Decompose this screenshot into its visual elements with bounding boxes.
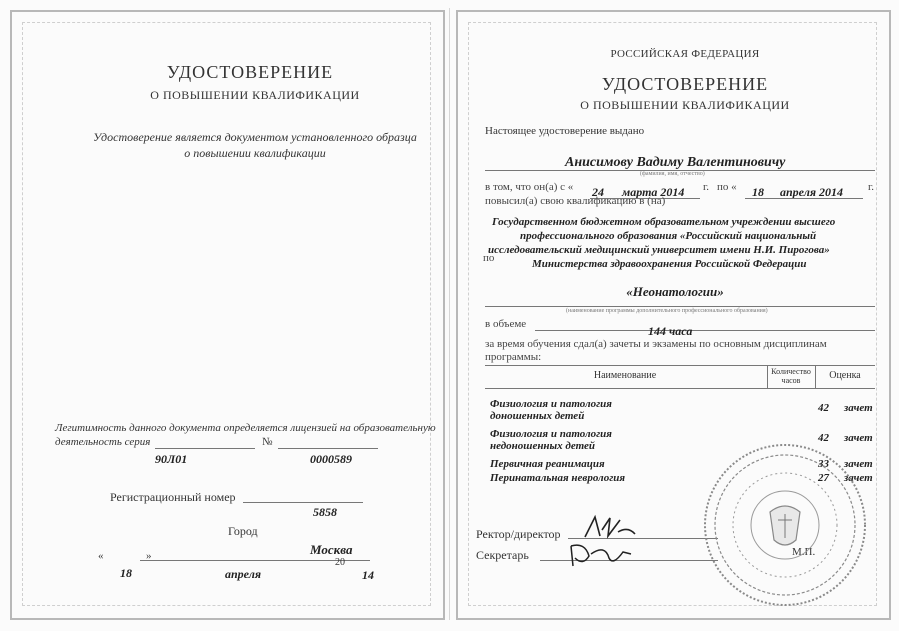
- table-header-name: Наименование: [593, 370, 657, 381]
- po-label: по: [483, 252, 495, 264]
- reg-number: 5858: [313, 505, 337, 519]
- program-line: [485, 306, 875, 307]
- improved-label: повысил(а) свою квалификацию в (на): [485, 195, 666, 207]
- row-hours: 27: [818, 472, 829, 484]
- license-line2: деятельность серия: [55, 436, 151, 448]
- row-name-line2: недоношенных детей: [490, 440, 596, 452]
- left-note-line2: о повышении квалификации: [184, 146, 326, 160]
- row-grade: зачет: [844, 472, 873, 484]
- row-grade: зачет: [844, 432, 873, 444]
- license-series: 90Л01: [155, 452, 188, 466]
- left-subtitle: О ПОВЫШЕНИИ КВАЛИФИКАЦИИ: [150, 88, 360, 102]
- page-fold: [449, 8, 450, 620]
- date-year-prefix: 20: [335, 557, 345, 568]
- table-divider: [767, 366, 768, 388]
- row-name-line1: Первичная реанимация: [490, 458, 605, 470]
- license-number-line: [278, 448, 378, 449]
- left-page-inner-border: [22, 22, 431, 606]
- date-quote-open: «: [98, 550, 104, 562]
- period-g1: г.: [703, 181, 710, 193]
- row-hours: 33: [818, 458, 829, 470]
- left-title: УДОСТОВЕРЕНИЕ: [166, 62, 334, 82]
- row-name-line1: Физиология и патология: [490, 428, 612, 440]
- date-month: апреля: [225, 567, 262, 581]
- city-label: Город: [228, 524, 258, 538]
- table-row: [490, 398, 875, 422]
- volume-line: [535, 330, 875, 331]
- table-header: [485, 365, 875, 389]
- date-year-suffix: 14: [362, 568, 374, 582]
- license-series-line: [155, 448, 255, 449]
- table-header-hours: Количество часов: [771, 367, 811, 385]
- issued-label: Настоящее удостоверение выдано: [485, 125, 645, 137]
- right-subtitle: О ПОВЫШЕНИИ КВАЛИФИКАЦИИ: [580, 98, 790, 112]
- volume-value: 144 часа: [648, 324, 693, 338]
- reg-number-label: Регистрационный номер: [110, 490, 236, 504]
- row-name-line2: доношенных детей: [490, 410, 585, 422]
- volume-label: в объеме: [485, 318, 527, 330]
- reg-number-line: [243, 502, 363, 503]
- period-g2: г.: [868, 181, 875, 193]
- institution-line3: исследовательский медицинский университет имени Н.И. Пирогова»: [488, 244, 830, 256]
- row-hours: 42: [818, 432, 829, 444]
- institution-line4: Министерства здравоохранения Российской Федерации: [532, 258, 807, 270]
- right-title: УДОСТОВЕРЕНИЕ: [601, 74, 769, 94]
- left-note-line1: Удостоверение является документом установленного образца: [93, 130, 417, 144]
- institution-line2: профессионального образования «Российский национальный: [520, 230, 817, 242]
- period-end-day: 18: [752, 185, 764, 199]
- row-hours: 42: [818, 402, 829, 414]
- period-start-day: 24: [592, 185, 604, 199]
- period-end-line: [745, 198, 863, 199]
- period-prefix: в том, что он(а) с «: [485, 181, 574, 193]
- mp-label: М.П.: [792, 546, 816, 558]
- program-name: «Неонатологии»: [626, 284, 724, 299]
- row-grade: зачет: [844, 402, 873, 414]
- license-line1: Легитимность данного документа определяется лицензией на образовательную: [55, 422, 436, 434]
- recipient-hint: (фамилия, имя, отчество): [640, 171, 705, 177]
- program-hint: (наименование программы дополнительного профессионального образования): [566, 308, 768, 314]
- row-name-line1: Физиология и патология: [490, 398, 612, 410]
- date-quote-close: »: [146, 550, 152, 562]
- country: РОССИЙСКАЯ ФЕДЕРАЦИЯ: [610, 48, 760, 60]
- row-name-line1: Перинатальная неврология: [490, 472, 626, 484]
- city: Москва: [310, 542, 353, 557]
- rector-label: Ректор/директор: [476, 527, 561, 541]
- period-po: по «: [717, 181, 737, 193]
- date-day: 18: [120, 566, 132, 580]
- recipient-name: Анисимову Вадиму Валентиновичу: [565, 155, 786, 170]
- institution-line1: Государственном бюджетном образовательном учреждении высшего: [492, 216, 836, 228]
- table-divider: [815, 366, 816, 388]
- period-start-month: марта 2014: [622, 185, 685, 199]
- secretary-label: Секретарь: [476, 548, 529, 562]
- exams-line1: за время обучения сдал(а) зачеты и экзамены по основным дисциплинам: [485, 338, 827, 350]
- period-end-month: апреля 2014: [780, 185, 844, 199]
- stamp-seal-icon: [700, 440, 870, 610]
- row-grade: зачет: [844, 458, 873, 470]
- number-sign: №: [262, 436, 273, 448]
- secretary-signature-icon: [565, 538, 635, 570]
- table-header-grade: Оценка: [829, 370, 861, 381]
- license-number: 0000589: [310, 452, 352, 466]
- exams-line2: программы:: [485, 351, 542, 363]
